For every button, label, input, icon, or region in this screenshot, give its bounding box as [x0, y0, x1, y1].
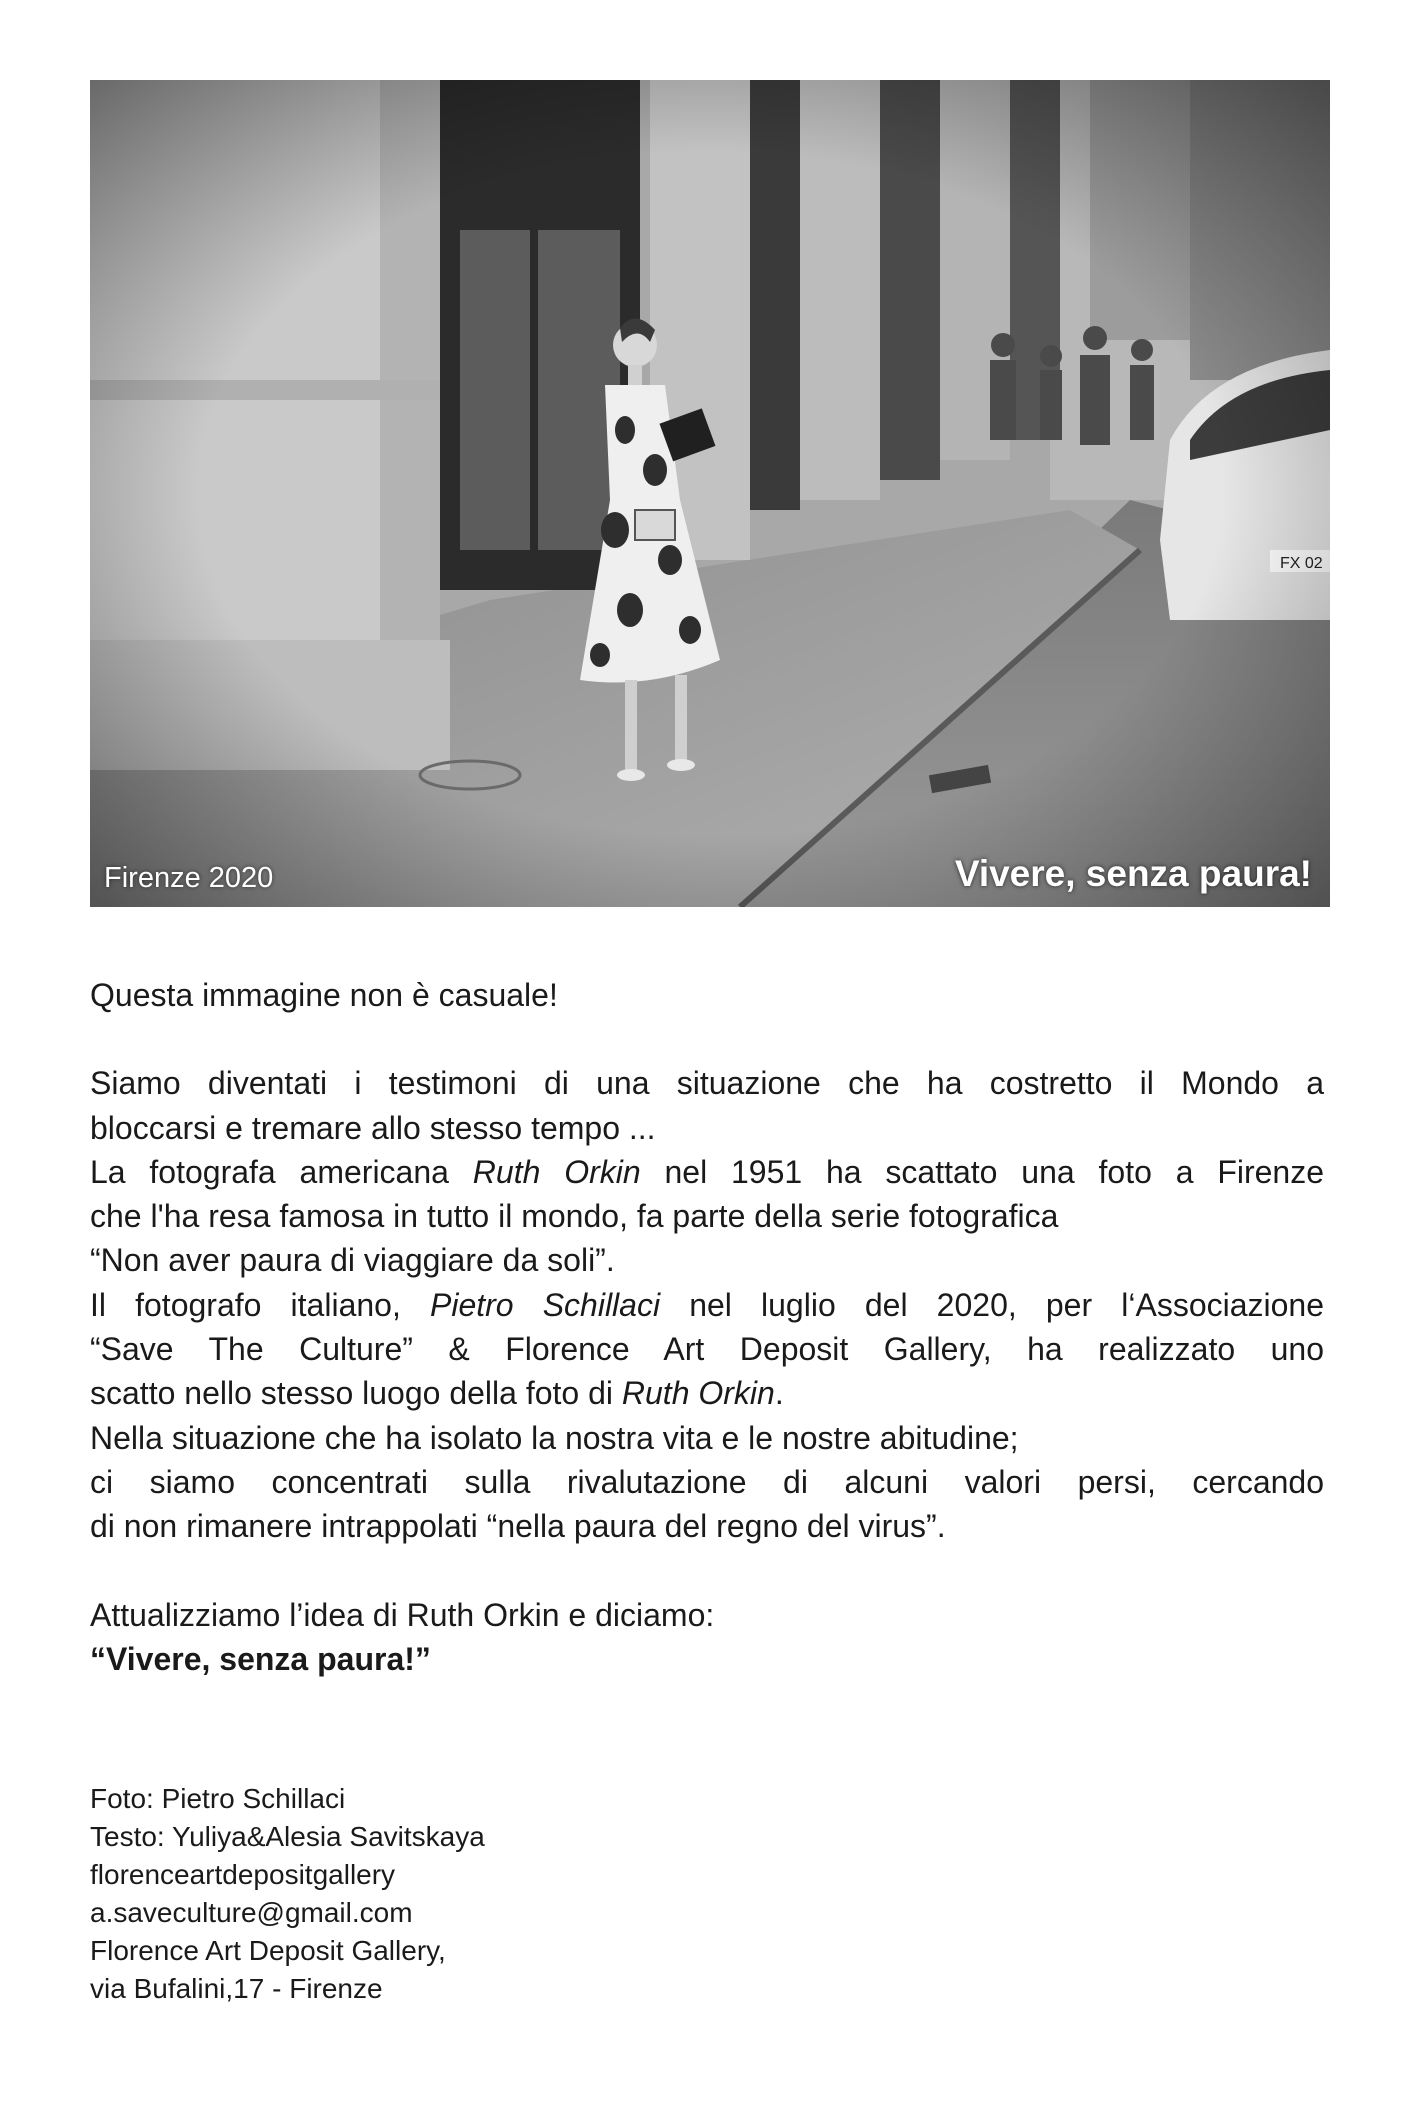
name-ruth-orkin: Ruth Orkin — [472, 1153, 641, 1190]
paragraph-line: Nella situazione che ha isolato la nostra vita e le nostre abitudine; — [90, 1419, 1019, 1456]
credits — [90, 1780, 990, 2008]
article-body — [90, 973, 1324, 1681]
social-handle: florenceartdepositgallery — [90, 1859, 396, 1890]
photo-caption-title: Vivere, senza paura! — [954, 853, 1312, 894]
paragraph-line: scatto nello stesso luogo della foto di Ruth Orkin. — [90, 1375, 784, 1412]
closing-line: Attualizziamo l’idea di Ruth Orkin e diciamo: — [90, 1596, 715, 1633]
street-photo — [90, 80, 1330, 907]
contact-email: a.saveculture@gmail.com — [90, 1897, 413, 1928]
closing-quote: “Vivere, senza paura!” — [90, 1640, 431, 1677]
gallery-address: via Bufalini,17 - Firenze — [90, 1973, 383, 2004]
intro-sentence: Questa immagine non è casuale! — [90, 977, 558, 1013]
paragraph-line: che l'ha resa famosa in tutto il mondo, fa parte della serie fotografica — [90, 1198, 1059, 1235]
photo-caption-location: Firenze 2020 — [104, 862, 274, 894]
name-ruth-orkin: Ruth Orkin — [621, 1375, 775, 1412]
photo-illustration — [90, 80, 1330, 907]
paragraph-line: di non rimanere intrappolati “nella paura del regno del virus”. — [90, 1508, 946, 1545]
paragraph-line: Siamo diventati i testimoni di una situazione che ha costretto il Mondo a — [90, 1065, 1324, 1102]
paragraph-line: ci siamo concentrati sulla rivalutazione di alcuni valori persi, cercando — [90, 1463, 1324, 1500]
paragraph-line: bloccarsi e tremare allo stesso tempo ... — [90, 1109, 656, 1146]
paragraph-line: La fotografa americana Ruth Orkin nel 1951 ha scattato una foto a Firenze — [90, 1153, 1325, 1190]
photo-credit: Foto: Pietro Schillaci — [90, 1783, 346, 1814]
gallery-name: Florence Art Deposit Gallery, — [90, 1935, 446, 1966]
paragraph-line: “Non aver paura di viaggiare da soli”. — [90, 1242, 615, 1279]
paragraph-line: Il fotografo italiano, Pietro Schillaci nel luglio del 2020, per l‘Associazione — [90, 1286, 1325, 1323]
paragraph-line: “Save The Culture” & Florence Art Deposit Gallery, ha realizzato uno — [90, 1331, 1324, 1368]
text-credit: Testo: Yuliya&Alesia Savitskaya — [90, 1821, 485, 1852]
name-pietro-schillaci: Pietro Schillaci — [429, 1286, 661, 1323]
